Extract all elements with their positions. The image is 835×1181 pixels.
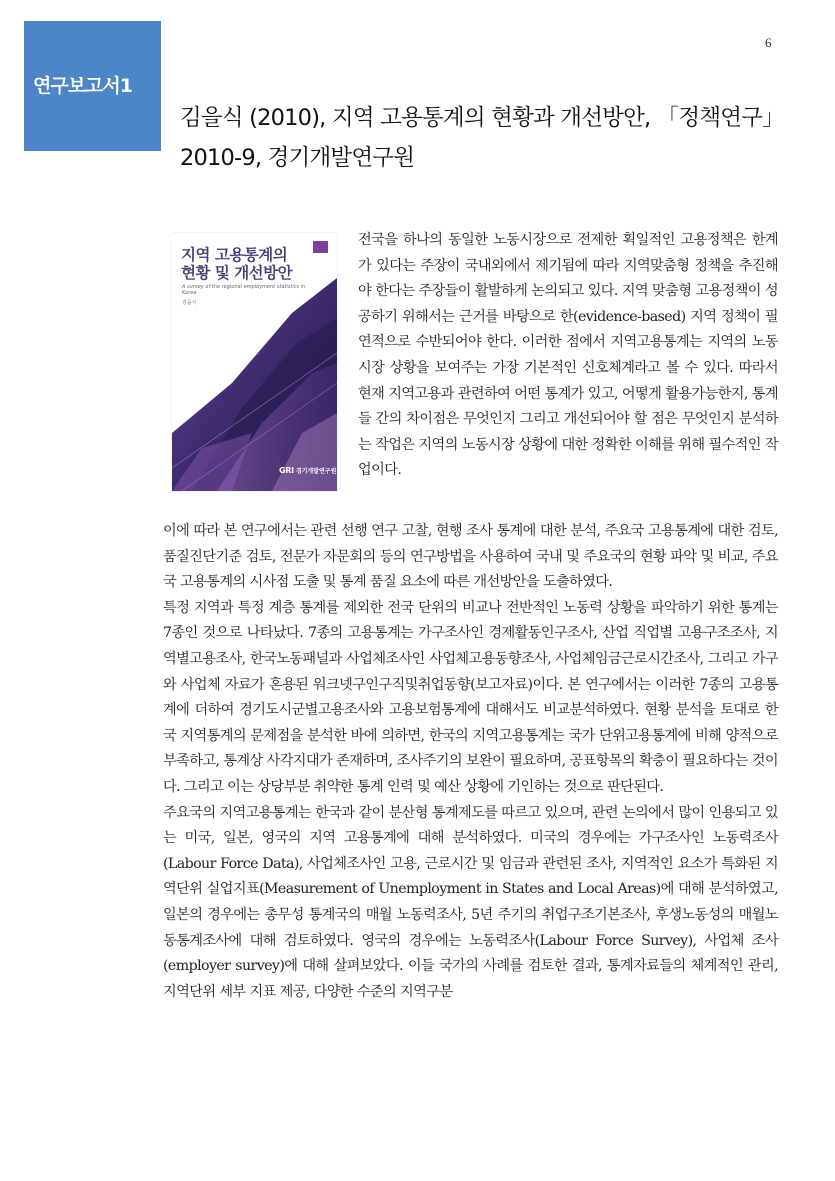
publisher-logo-mark: GRI (279, 466, 294, 475)
publisher-logo (279, 466, 336, 475)
body-text (163, 519, 778, 1005)
cover-title-line2: 현황 및 개선방안 (181, 264, 293, 282)
paragraph-intro: 전국을 하나의 동일한 노동시장으로 전제한 획일적인 고용정책은 한계가 있다는 주장이 국내외에서 제기됨에 따라 지역맞춤형 정책을 추진해야 한다는 주장들이 활발하게 논의되고 있다. 지역 맞춤형 고용정책이 성공하기 위해서는 근거를 바탕으로 한(evidence-based) 지역 정책이 필연적으로 수반되어야 한다. 이러한 점에서 지역고용통계는 지역의 노동시장 상황을 보여주는 가장 기본적인 신호체계라고 볼 수 있다. 따라서 현재 지역고용과 관련하여 어떤 통계가 있고, 어떻게 활용가능한지, 통계들 간의 차이점은 무엇인지 그리고 개선되어야 할 점은 무엇인지 분석하는 작업은 지역의 노동시장 상황에 대한 정확한 이해를 위해 필수적인 작업이다. (358, 232, 778, 479)
publisher-name: 경기개발연구원 (295, 468, 337, 475)
cover-badge (313, 241, 328, 253)
paragraph: 이에 따라 본 연구에서는 관련 선행 연구 고찰, 현행 조사 통계에 대한 분석, 주요국 고용통계에 대한 검토, 품질진단기준 검토, 전문가 자문회의 등의 연구방법을 사용하여 국내 및 주요국의 현황 파악 및 비교, 주요국 고용통계의 시사점 도출 및 통계 품질 요소에 따른 개선방안을 도출하였다. (163, 523, 778, 591)
cover-title-line1: 지역 고용통계의 (181, 246, 288, 264)
section-tag: 연구보고서1 (24, 21, 161, 151)
cover-author: 김을식 (182, 300, 197, 306)
paragraph: 주요국의 지역고용통계는 한국과 같이 분산형 통계제도를 따르고 있으며, 관련 논의에서 많이 인용되고 있는 미국, 일본, 영국의 지역 고용통계에 대해 분석하였다. 미국의 경우에는 가구조사인 노동력조사(Labour Force Data), 사업체조사인 고용, 근로시간 및 임금과 관련된 조사, 지역적인 요소가 특화된 지역단위 실업지표(Measurement of Unemployment in States and Local Areas)에 대해 분석하였고, 일본의 경우에는 총무성 통계국의 매월 노동력조사, 5년 주기의 취업구조기본조사, 후생노동성의 매월노동통계조사에 대해 검토하였다. 영국의 경우에는 노동력조사(Labour Force Survey), 사업체 조사(employer survey)에 대해 살펴보았다. 이들 국가의 사례를 검토한 결과, 통계자료들의 체계적인 관리, 지역단위 세부 지표 제공, 다양한 수준의 지역구분 (163, 804, 778, 1000)
book-cover-image (172, 233, 337, 491)
cover-title (181, 246, 292, 282)
report-title: 김을식 (2010), 지역 고용통계의 현황과 개선방안, 「정책연구」 2010-9, 경기개발연구원 (180, 105, 784, 171)
cover-subtitle: A survey of the regional employment statistics in Korea (182, 284, 306, 296)
paragraph: 특정 지역과 특정 계층 통계를 제외한 전국 단위의 비교나 전반적인 노동력 상황을 파악하기 위한 통계는 7종인 것으로 나타났다. 7종의 고용통계는 가구조사인 경제활동인구조사, 산업 직업별 고용구조조사, 지역별고용조사, 한국노동패널과 사업체조사인 사업체고용동향조사, 사업체임금근로시간조사, 그리고 가구와 사업체 자료가 혼용된 워크넷구인구직및취업동향(보고자료)이다. 본 연구에서는 이러한 7종의 고용통계에 더하여 경기도시군별고용조사와 고용보험통계에 대해서도 비교분석하였다. 현황 분석을 토대로 한국 지역통계의 문제점을 분석한 바에 의하면, 한국의 지역고용통계는 국가 단위고용통계에 비해 양적으로 부족하고, 통계상 사각지대가 존재하며, 조사주기의 보완이 필요하며, 공표항목의 확충이 필요하다는 것이다. 그리고 이는 상당부분 취약한 통계 인력 및 예산 상황에 기인하는 것으로 판단된다. (163, 599, 778, 795)
page-number: 6 (765, 35, 772, 50)
